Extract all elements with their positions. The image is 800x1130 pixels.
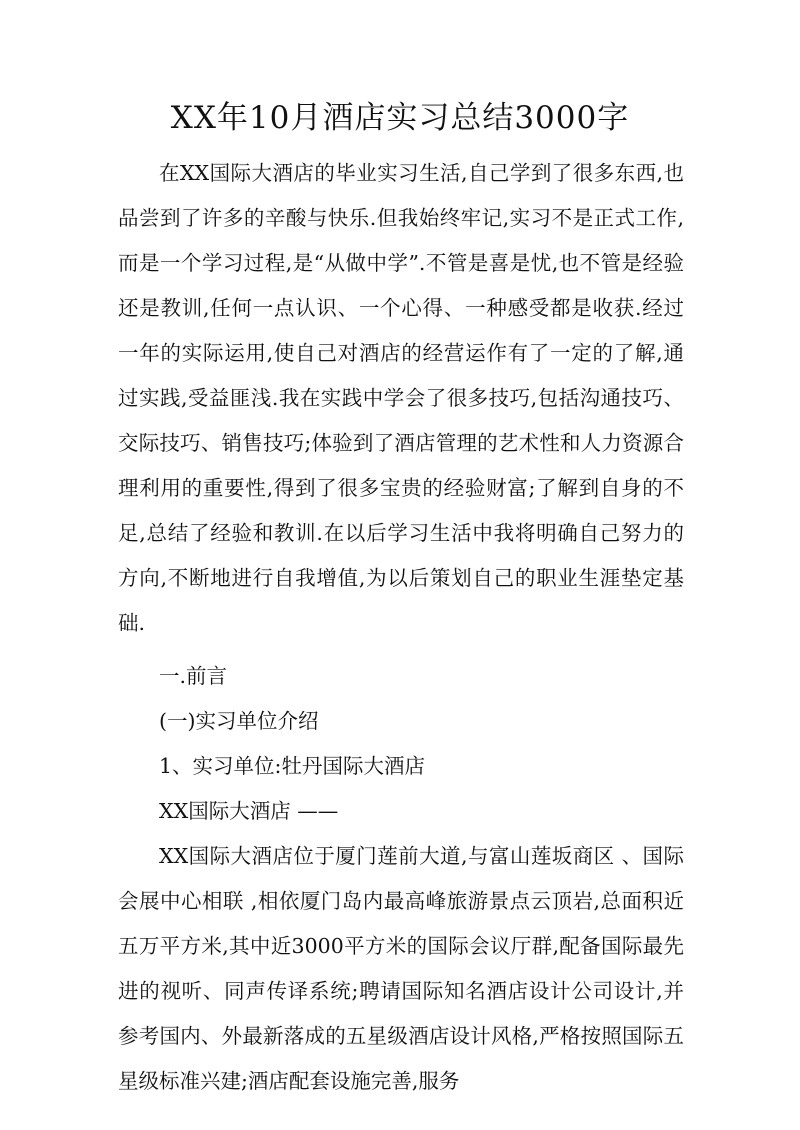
document-title: XX年10月酒店实习总结3000字	[170, 100, 630, 136]
internship-unit-line: 1、实习单位:牡丹国际大酒店	[159, 754, 425, 778]
section-heading-preface: 一.前言	[159, 664, 228, 688]
subsection-heading-unit-intro: (一)实习单位介绍	[159, 709, 319, 733]
hotel-description-paragraph: XX国际大酒店位于厦门莲前大道,与富山莲坂商区 、国际会展中心相联 ,相依厦门岛内最高峰旅游景点云顶岩,总面积近五万平方米,其中近3000平方米的国际会议厅群,配备国际最先进的视听、同声传译系统;聘请国际知名酒店设计公司设计,并参考国内、外最新落成的五星级酒店设计风格,严格按照国际五星级标准兴建;酒店配套设施完善,服务	[118, 844, 684, 1093]
hotel-name-line: XX国际大酒店 ——	[159, 799, 339, 823]
document-body	[118, 151, 684, 1104]
intro-paragraph: 在XX国际大酒店的毕业实习生活,自己学到了很多东西,也品尝到了许多的辛酸与快乐.但我始终牢记,实习不是正式工作,而是一个学习过程,是“从做中学”.不管是喜是忧,也不管是经验还是教训,任何一点认识、一个心得、一种感受都是收获.经过一年的实际运用,使自己对酒店的经营运作有了一定的了解,通过实践,受益匪浅.我在实践中学会了很多技巧,包括沟通技巧、交际技巧、销售技巧;体验到了酒店管理的艺术性和人力资源合理利用的重要性,得到了很多宝贵的经验财富;了解到自身的不足,总结了经验和教训.在以后学习生活中我将明确自己努力的方向,不断地进行自我增值,为以后策划自己的职业生涯垫定基础.	[118, 161, 684, 635]
